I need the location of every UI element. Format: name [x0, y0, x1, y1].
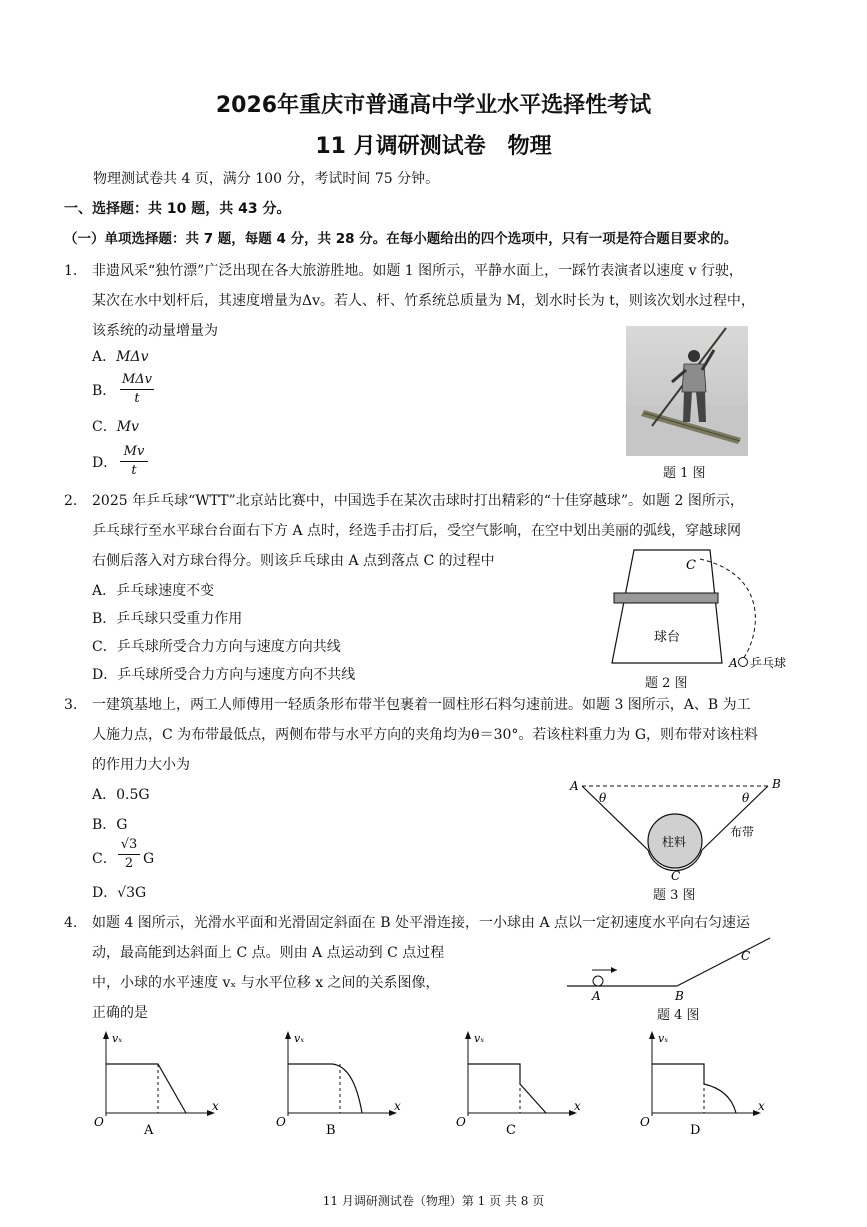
q4-figure-label-b: B	[675, 989, 684, 1003]
graph-curve	[106, 1064, 186, 1113]
q3-option-c-fraction: √3 2	[118, 838, 140, 871]
q1-text-line1: 非遗风采“独竹漂”广泛出现在各大旅游胜地。如题 1 图所示，平静水面上，一踩竹表演者以速度 v 行驶，	[92, 263, 743, 279]
q3-text-line1: 一建筑基地上，两工人师傅用一轻质条形布带半包裹着一圆柱形石料匀速前进。如题 3 图所示，A、B 为工	[92, 697, 751, 713]
q4-figure-label-c: C	[741, 949, 751, 963]
q4-graph-b	[276, 1028, 406, 1140]
q1-option-c: C．Mv	[92, 419, 139, 435]
q2-option-d: D．乒乓球所受合力方向与速度方向不共线	[92, 667, 356, 683]
q2-figure-label-ball: 乒乓球	[750, 656, 787, 670]
q3-figure-label-a: A	[570, 779, 579, 793]
graph-curve	[288, 1064, 362, 1113]
q4-text-line4: 正确的是	[92, 1005, 148, 1021]
page-footer: 11 月调研测试卷（物理）第 1 页 共 8 页	[322, 1194, 545, 1208]
q3-figure-label-theta-right: θ	[742, 791, 750, 805]
q4-text-line3: 中，小球的水平速度 vₓ 与水平位移 x 之间的关系图像，	[92, 975, 440, 991]
q1-figure-caption: 题 1 图	[663, 466, 706, 481]
q3-option-b: B．G	[92, 817, 128, 833]
q4-figure-caption: 题 4 图	[657, 1008, 700, 1023]
graph-option-label: C	[506, 1123, 516, 1138]
q1-option-d-fraction: Mv t	[120, 445, 148, 478]
graph-y-arrow	[649, 1031, 655, 1039]
q4-graph-c	[456, 1028, 586, 1140]
q2-text-line3: 右侧后落入对方球台得分。则该乒乓球由 A 点到落点 C 的过程中	[92, 553, 495, 569]
graph-option-label: A	[144, 1123, 154, 1138]
graph-y-arrow	[103, 1031, 109, 1039]
q2-figure-caption: 题 2 图	[645, 676, 688, 691]
q2-figure	[600, 545, 810, 673]
q4-text-line2: 动，最高能到达斜面上 C 点。则由 A 点运动到 C 点过程	[92, 945, 445, 961]
graph-origin-label: O	[456, 1115, 466, 1129]
graph-origin-label: O	[640, 1115, 650, 1129]
q1-text-line2: 某次在水中划杆后，其速度增量为Δv。若人、杆、竹系统总质量为 M，划水时长为 t，则该次划水过程中，	[92, 293, 755, 309]
q3-number: 3.	[64, 697, 78, 713]
q4-figure	[565, 934, 780, 1006]
q2-text-line2: 乒乓球行至水平球台台面右下方 A 点时，经选手击打后，受空气影响，在空中划出美丽的弧线，穿越球网	[92, 523, 742, 539]
q1-option-d-label: D．	[92, 455, 118, 471]
q4-figure-label-a: A	[592, 989, 601, 1003]
graph-y-arrow	[465, 1031, 471, 1039]
q1-option-b-label: B．	[92, 383, 117, 399]
graph-x-label: x	[394, 1099, 401, 1113]
q2-figure-label-table: 球台	[654, 630, 681, 645]
q3-figure	[560, 774, 790, 884]
q3-figure-label-c: C	[671, 869, 681, 883]
graph-y-label: vₓ	[112, 1032, 123, 1045]
q2-figure-label-a: A	[729, 656, 738, 670]
graph-x-label: x	[758, 1099, 765, 1113]
q4-number: 4.	[64, 915, 78, 931]
q1-figure-photo	[626, 326, 748, 456]
exam-title: 2026年重庆市普通高中学业水平选择性考试	[215, 93, 652, 118]
graph-x-label: x	[574, 1099, 581, 1113]
q3-figure-label-theta-left: θ	[599, 791, 607, 805]
q4-graph-d	[640, 1028, 770, 1140]
graph-origin-label: O	[276, 1115, 286, 1129]
q2-text-line1: 2025 年乒乓球“WTT”北京站比赛中，中国选手在某次击球时打出精彩的“十佳穿越球”。如题 2 图所示，	[92, 493, 744, 509]
graph-y-arrow	[285, 1031, 291, 1039]
graph-option-label: B	[326, 1123, 336, 1138]
q1-text-line3: 该系统的动量增量为	[92, 323, 218, 339]
q2-option-a: A．乒乓球速度不变	[92, 583, 215, 599]
q3-figure-label-stone: 柱料	[662, 835, 687, 849]
q2-figure-label-c: C	[686, 558, 696, 573]
q1-option-a: A．MΔv	[92, 349, 149, 365]
q3-figure-label-band: 布带	[730, 825, 755, 839]
graph-curve	[468, 1064, 546, 1113]
q3-figure-label-b: B	[772, 777, 781, 791]
graph-y-label: vₓ	[474, 1032, 485, 1045]
q2-option-c: C．乒乓球所受合力方向与速度方向共线	[92, 639, 341, 655]
q3-figure-caption: 题 3 图	[653, 888, 696, 903]
q3-option-a: A．0.5G	[92, 787, 150, 803]
subsection-heading: （一）单项选择题：共 7 题，每题 4 分，共 28 分。在每小题给出的四个选项中，只有一项是符合题目要求的。	[64, 231, 738, 247]
graph-y-label: vₓ	[658, 1032, 669, 1045]
q3-text-line3: 的作用力大小为	[92, 757, 190, 773]
q3-text-line2: 人施力点，C 为布带最低点，两侧布带与水平方向的夹角均为θ＝30°。若该柱料重力为 G，则布带对该柱料	[92, 727, 759, 743]
q3-option-c-tail: G	[143, 851, 155, 867]
q4-graph-a	[94, 1028, 224, 1140]
q2-number: 2.	[64, 493, 78, 509]
q1-option-b-fraction: MΔv t	[121, 372, 153, 406]
exam-subtitle: 11 月调研测试卷 物理	[315, 134, 552, 159]
q3-option-c-label: C．	[92, 851, 117, 867]
q2-option-b: B．乒乓球只受重力作用	[92, 611, 243, 627]
q3-option-d: D．√3G	[92, 885, 147, 901]
q4-text-line1: 如题 4 图所示，光滑水平面和光滑固定斜面在 B 处平滑连接，一小球由 A 点以一定初速度水平向右匀速运	[92, 915, 751, 931]
graph-x-label: x	[212, 1099, 219, 1113]
exam-intro: 物理测试卷共 4 页，满分 100 分，考试时间 75 分钟。	[93, 171, 440, 187]
graph-curve	[652, 1064, 736, 1113]
q1-number: 1.	[64, 263, 78, 279]
graph-origin-label: O	[94, 1115, 104, 1129]
graph-option-label: D	[690, 1123, 701, 1138]
section-heading: 一、选择题：共 10 题，共 43 分。	[64, 201, 291, 217]
graph-y-label: vₓ	[294, 1032, 305, 1045]
